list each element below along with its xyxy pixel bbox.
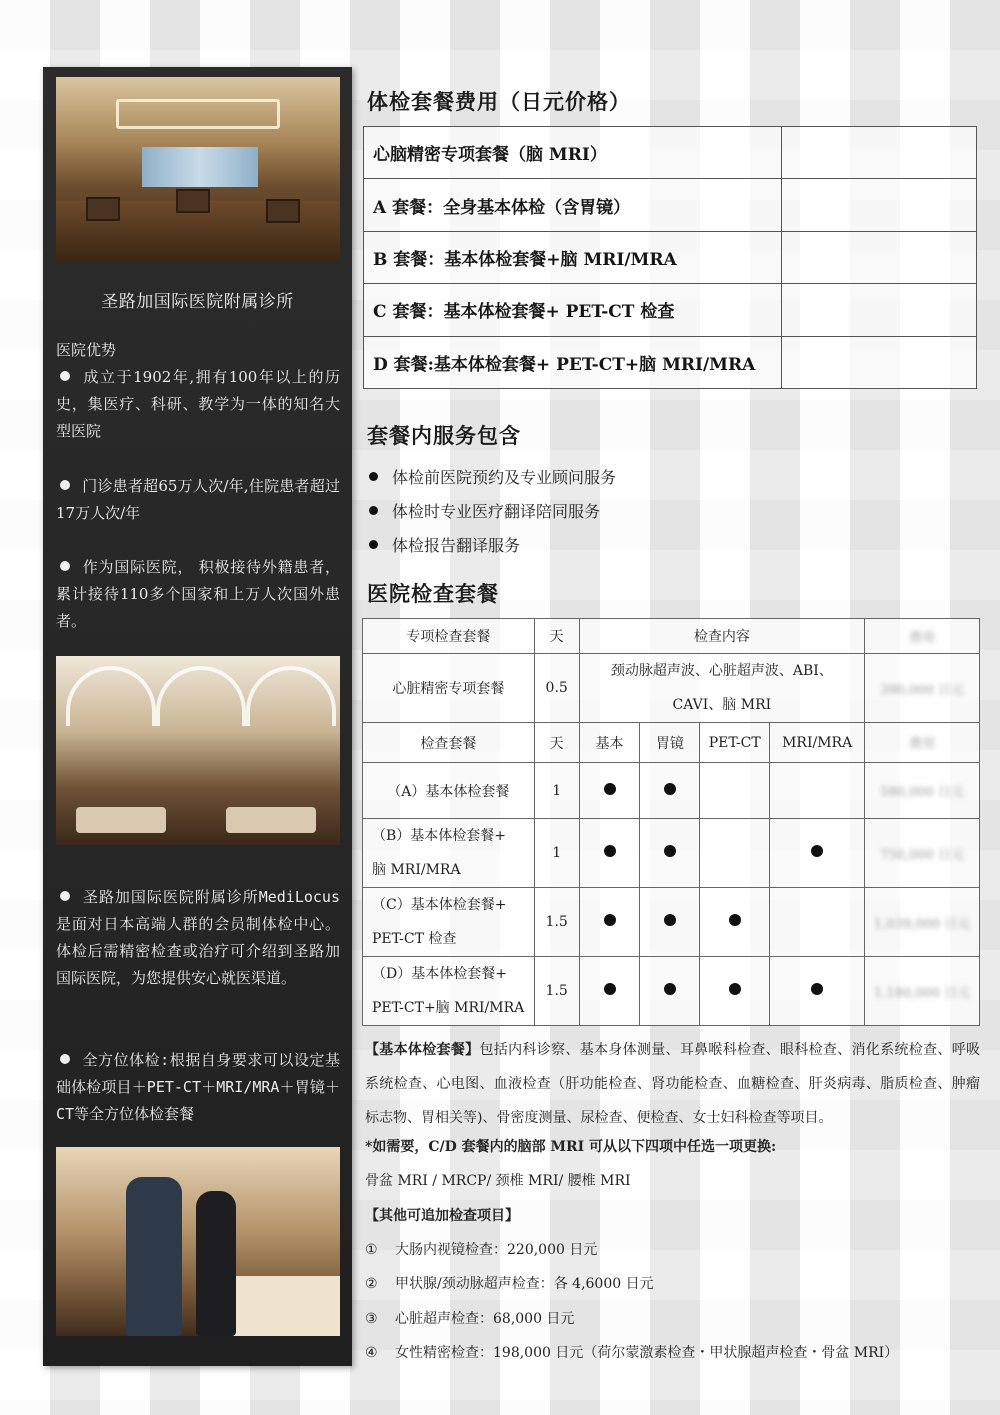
advantages-heading: 医院优势: [56, 341, 117, 359]
table-header: 天: [534, 619, 579, 654]
extra-items-list: [365, 1239, 980, 1376]
list-item: [367, 500, 616, 534]
bullet-icon: [60, 1054, 70, 1064]
window-shape: [142, 147, 258, 187]
table-header: 专项检查套餐: [363, 619, 535, 654]
list-item: [367, 466, 616, 500]
table-cell: [579, 957, 640, 1026]
counter-shape: [220, 1276, 340, 1336]
table-header: 检查套餐: [363, 723, 535, 763]
table-cell: 1: [534, 819, 579, 888]
table-cell: 1,180,000 日元: [865, 957, 980, 1026]
pricing-value-cell: [782, 179, 977, 231]
table-cell: [640, 819, 700, 888]
bullet-icon: [369, 506, 378, 515]
pricing-value-cell: [782, 284, 977, 336]
table-header: PET-CT: [700, 723, 770, 763]
pricing-package: A 套餐：全身基本体检（含胃镜）: [364, 179, 782, 231]
table-cell: [770, 957, 865, 1026]
table-row: [363, 819, 980, 888]
sofa-shape: [76, 807, 166, 833]
included-dot-icon: [664, 783, 676, 795]
pricing-value-cell: [782, 127, 977, 179]
bullet-icon: [369, 540, 378, 549]
list-item: [365, 1273, 980, 1307]
table-row: [363, 888, 980, 957]
package-name-line: 脑 MRI/MRA: [372, 862, 461, 878]
exam-table: [362, 618, 980, 1026]
item-text: 心脏超声检查：68,000 日元: [395, 1310, 575, 1327]
pricing-row: [364, 179, 977, 231]
table-cell: 1.5: [534, 957, 579, 1026]
services-title: 套餐内服务包含: [367, 423, 521, 448]
table-header: 基本: [579, 723, 640, 763]
table-cell: 1.5: [534, 888, 579, 957]
pricing-value-cell: [782, 336, 977, 388]
bullet-icon: [369, 472, 378, 481]
lounge-photo: [56, 656, 340, 845]
pricing-title: 体检套餐费用（日元价格）: [367, 89, 631, 114]
table-cell: 580,000 日元: [865, 763, 980, 819]
table-header: 检查内容: [579, 619, 864, 654]
medilocus-description-text: 圣路加国际医院附属诊所MediLocus是面对日本高端人群的会员制体检中心。体检后需精密检查或治疗可介绍到圣路加国际医院，为您提供安心就医渠道。: [56, 888, 340, 987]
included-dot-icon: [729, 983, 741, 995]
list-item: [365, 1342, 980, 1376]
ceiling-light-shape: [116, 99, 280, 129]
list-item: [365, 1308, 980, 1342]
table-cell: [770, 763, 865, 819]
included-dot-icon: [811, 983, 823, 995]
table-cell: 0.5: [534, 654, 579, 723]
pricing-table: [363, 126, 977, 389]
chair-shape: [176, 189, 210, 213]
exam-title: 医院检查套餐: [367, 581, 499, 606]
table-cell: [700, 957, 770, 1026]
bullet-icon: [60, 891, 70, 901]
staff-figure: [196, 1191, 236, 1336]
services-list: [367, 466, 616, 568]
advantage-history: [56, 364, 340, 445]
table-cell: 390,000 日元: [865, 654, 980, 723]
pricing-package: 心脑精密专项套餐（脑 MRI）: [364, 127, 782, 179]
package-name-line: （C）基本体检套餐+: [372, 897, 507, 913]
mri-options: 骨盆 MRI / MRCP/ 颈椎 MRI/ 腰椎 MRI: [365, 1173, 631, 1189]
item-number: ②: [365, 1276, 378, 1293]
lobby-photo: [56, 77, 340, 261]
pricing-package: B 套餐：基本体检套餐+脑 MRI/MRA: [364, 231, 782, 283]
included-dot-icon: [729, 914, 741, 926]
basic-package-text: 包括内科诊察、基本身体测量、耳鼻喉科检查、眼科检查、消化系统检查、呼吸系统检查、心电图、血液检查（肝功能检查、肾功能检查、血糖检查、肝炎病毒、脂质检查、肿瘤标志物、胃相关等)、骨密度测量、尿检查、便检查、女士妇科检查等项目。: [365, 1042, 981, 1126]
staff-figure: [126, 1177, 182, 1336]
advantage-history-text: 成立于1902年,拥有100年以上的历史，集医疗、科研、教学为一体的知名大型医院: [56, 368, 340, 440]
item-number: ③: [365, 1310, 378, 1327]
mri-replacement-note: *如需要，C/D 套餐内的脑部 MRI 可从以下四项中任选一项更换:: [365, 1139, 777, 1155]
table-cell: [579, 763, 640, 819]
package-name-line: PET-CT 检查: [372, 931, 457, 947]
arch-shape: [66, 666, 156, 726]
table-cell: 1,039,000 日元: [865, 888, 980, 957]
advantage-international: [56, 554, 340, 635]
extra-items-title: 【其他可追加检查项目】: [365, 1208, 519, 1224]
sidebar: [43, 67, 352, 1366]
pricing-row: [364, 336, 977, 388]
included-dot-icon: [664, 983, 676, 995]
item-number: ①: [365, 1242, 378, 1258]
table-cell: [770, 888, 865, 957]
included-dot-icon: [604, 983, 616, 995]
clinic-name: 圣路加国际医院附属诊所: [101, 292, 294, 312]
table-cell: [579, 654, 864, 723]
table-cell: [579, 819, 640, 888]
item-number: ④: [365, 1344, 378, 1361]
advantage-patients: [56, 473, 340, 527]
table-cell: [700, 888, 770, 957]
pricing-value-cell: [782, 231, 977, 283]
table-header: 费用: [865, 723, 980, 763]
included-dot-icon: [604, 845, 616, 857]
table-cell: [363, 819, 535, 888]
basic-package-label: 【基本体检套餐】: [365, 1042, 480, 1058]
reception-photo: [56, 1147, 340, 1336]
package-name-line: （B）基本体检套餐+: [372, 828, 507, 844]
table-row: [363, 723, 980, 763]
included-dot-icon: [604, 914, 616, 926]
item-text: 大肠内视镜检查：220,000 日元: [395, 1242, 598, 1258]
table-cell: [363, 957, 535, 1026]
included-dot-icon: [811, 845, 823, 857]
table-row: [363, 619, 980, 654]
table-cell: [579, 888, 640, 957]
advantage-patients-text: 门诊患者超65万人次/年,住院患者超过17万人次/年: [56, 477, 340, 522]
advantage-international-text: 作为国际医院， 积极接待外籍患者，累计接待110多个国家和上万人次国外患者。: [56, 558, 340, 630]
arch-shape: [246, 666, 336, 726]
table-header: 胃镜: [640, 723, 700, 763]
table-header: 费用: [865, 619, 980, 654]
special-content-line: CAVI、脑 MRI: [672, 697, 772, 713]
table-row: [363, 957, 980, 1026]
basic-package-note: [365, 1033, 980, 1135]
service-text: 体检前医院预约及专业顾问服务: [392, 468, 617, 487]
list-item: [365, 1239, 980, 1273]
table-header: 天: [534, 723, 579, 763]
table-cell: [700, 763, 770, 819]
included-dot-icon: [664, 845, 676, 857]
item-text: 女性精密检查：198,000 日元（荷尔蒙激素检查・甲状腺超声检查・骨盆 MRI）: [395, 1344, 899, 1361]
pricing-package: D 套餐:基本体检套餐+ PET-CT+脑 MRI/MRA: [364, 336, 782, 388]
service-text: 体检报告翻译服务: [392, 536, 521, 555]
arch-shape: [156, 666, 246, 726]
full-checkup-description: [56, 1047, 340, 1128]
table-cell: 1: [534, 763, 579, 819]
sofa-shape: [226, 807, 316, 833]
special-content-line: 颈动脉超声波、心脏超声波、ABI、: [610, 663, 833, 679]
included-dot-icon: [664, 914, 676, 926]
table-header: MRI/MRA: [770, 723, 865, 763]
table-cell: 750,000 日元: [865, 819, 980, 888]
table-cell: [640, 957, 700, 1026]
pricing-row: [364, 231, 977, 283]
table-cell: [640, 763, 700, 819]
table-cell: [700, 819, 770, 888]
medilocus-description: [56, 884, 340, 992]
chair-shape: [86, 197, 120, 221]
table-row: [363, 654, 980, 723]
bullet-icon: [60, 561, 70, 571]
table-cell: [770, 819, 865, 888]
pricing-row: [364, 284, 977, 336]
included-dot-icon: [604, 783, 616, 795]
list-item: [367, 534, 616, 568]
pricing-row: [364, 127, 977, 179]
item-text: 甲状腺/颈动脉超声检查：各 4,6000 日元: [395, 1276, 654, 1293]
table-cell: [640, 888, 700, 957]
pricing-package: C 套餐：基本体检套餐+ PET-CT 检查: [364, 284, 782, 336]
package-name-line: PET-CT+脑 MRI/MRA: [372, 1000, 525, 1016]
chair-shape: [266, 199, 300, 223]
package-name-line: （D）基本体检套餐+: [372, 966, 507, 982]
bullet-icon: [60, 480, 70, 490]
bullet-icon: [60, 371, 70, 381]
table-row: [363, 763, 980, 819]
table-cell: 心脏精密专项套餐: [363, 654, 535, 723]
table-cell: （A）基本体检套餐: [363, 763, 535, 819]
table-cell: [363, 888, 535, 957]
full-checkup-description-text: 全方位体检:根据自身要求可以设定基础体检项目＋PET-CT＋MRI/MRA＋胃镜＋CT等全方位体检套餐: [56, 1051, 340, 1123]
service-text: 体检时专业医疗翻译陪同服务: [392, 502, 601, 521]
